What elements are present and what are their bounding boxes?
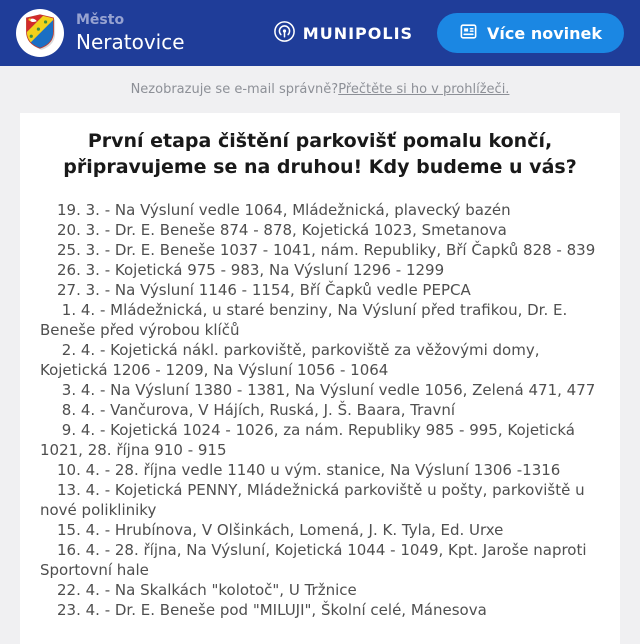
email-header <box>0 0 640 66</box>
schedule-line: 27. 3. - Na Výsluní 1146 - 1154, Bří Čapků vedle PEPCA <box>57 281 471 299</box>
schedule-line: 2. 4. - Kojetická nákl. parkoviště, parkoviště za věžovými domy, Kojetická 1206 - 1209, Na Výsluní 1056 - 1064 <box>40 341 545 379</box>
schedule-line: 3. 4. - Na Výsluní 1380 - 1381, Na Výsluní vedle 1056, Zelená 471, 477 <box>57 381 596 399</box>
article-title <box>40 128 600 180</box>
article-title-line2: připravujeme se na druhou! Kdy budeme u vás? <box>63 156 577 178</box>
article-title-line1: První etapa čištění parkovišť pomalu končí, <box>87 130 553 152</box>
schedule-line: 23. 4. - Dr. E. Beneše pod "MILUJI", Školní celé, Mánesova <box>57 601 487 619</box>
schedule-line: 8. 4. - Vančurova, V Hájích, Ruská, J. Š. Baara, Travní <box>57 401 456 419</box>
schedule-line: 20. 3. - Dr. E. Beneše 874 - 878, Kojetická 1023, Smetanova <box>57 221 507 239</box>
schedule-line: 19. 3. - Na Výsluní vedle 1064, Mládežnická, plavecký bazén <box>57 201 511 219</box>
view-in-browser-link[interactable]: Přečtěte si ho v prohlížeči. <box>338 82 510 97</box>
broadcast-icon <box>273 20 296 47</box>
schedule-line: 16. 4. - 28. října, Na Výsluní, Kojetická 1044 - 1049, Kpt. Jaroše naproti Sportovní hale <box>40 541 592 579</box>
munipolis-brand <box>273 20 413 47</box>
org-name: Neratovice <box>76 29 185 54</box>
org-title-block <box>76 13 185 52</box>
schedule-line: 9. 4. - Kojetická 1024 - 1026, za nám. Republiky 985 - 995, Kojetická 1021, 28. října 910 - 915 <box>40 421 580 459</box>
schedule-line: 26. 3. - Kojetická 975 - 983, Na Výsluní 1296 - 1299 <box>57 261 445 279</box>
email-body-card <box>20 113 620 644</box>
view-in-browser-bar <box>0 66 640 113</box>
schedule-line: 10. 4. - 28. října vedle 1140 u vým. stanice, Na Výsluní 1306 -1316 <box>57 461 561 479</box>
schedule-line: 1. 4. - Mládežnická, u staré benziny, Na Výsluní před trafikou, Dr. E. Beneše před výrobou klíčů <box>40 301 573 339</box>
cleaning-schedule-list <box>40 200 600 620</box>
schedule-line: 25. 3. - Dr. E. Beneše 1037 - 1041, nám. Republiky, Bří Čapků 828 - 839 <box>57 241 596 259</box>
more-news-button[interactable] <box>437 13 624 53</box>
notice-text: Nezobrazuje se e-mail správně? <box>130 82 339 97</box>
brand-name: MUNIPOLIS <box>302 23 414 43</box>
schedule-line: 22. 4. - Na Skalkách "kolotoč", U Tržnice <box>57 581 357 599</box>
org-label: Město <box>76 12 125 29</box>
news-icon <box>459 22 478 45</box>
schedule-line: 15. 4. - Hrubínova, V Olšinkách, Lomená, J. K. Tyla, Ed. Urxe <box>57 521 504 539</box>
more-news-label: Více novinek <box>487 23 602 43</box>
city-logo <box>16 9 64 57</box>
schedule-line: 13. 4. - Kojetická PENNY, Mládežnická parkoviště u pošty, parkoviště u nové polikliniky <box>40 481 590 519</box>
coat-of-arms-icon <box>24 14 56 53</box>
